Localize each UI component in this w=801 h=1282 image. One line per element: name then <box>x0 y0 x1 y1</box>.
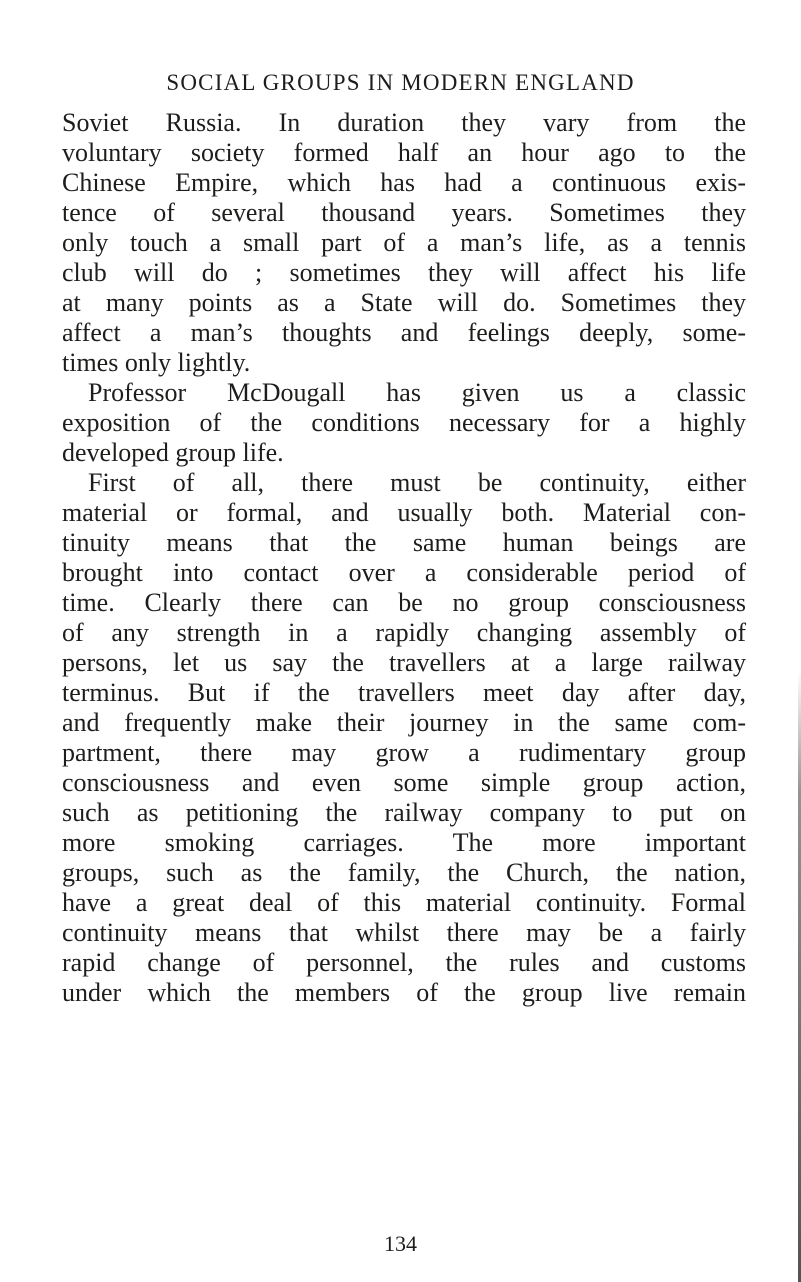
text-line: tinuity means that the same human beings are <box>62 528 746 557</box>
text-line: have a great deal of this material continuity. Formal <box>62 888 746 917</box>
text-line: persons, let us say the travellers at a large railway <box>62 648 746 677</box>
text-line: such as petitioning the railway company to put on <box>62 798 746 827</box>
text-line: time. Clearly there can be no group consciousness <box>62 588 746 617</box>
text-line: Chinese Empire, which has had a continuous exis- <box>62 168 746 197</box>
text-line: continuity means that whilst there may be a fairly <box>62 918 746 947</box>
text-line: under which the members of the group live remain <box>62 978 746 1007</box>
text-line: and frequently make their journey in the same com- <box>62 708 746 737</box>
text-line: material or formal, and usually both. Material con- <box>62 498 746 527</box>
page-number: 134 <box>384 1231 417 1256</box>
text-line: affect a man’s thoughts and feelings deeply, some- <box>62 318 746 347</box>
text-line: voluntary society formed half an hour ago to the <box>62 138 746 167</box>
text-line: only touch a small part of a man’s life, as a tennis <box>62 228 746 257</box>
text-line: more smoking carriages. The more important <box>62 828 746 857</box>
text-line: at many points as a State will do. Sometimes they <box>62 288 746 317</box>
text-line: terminus. But if the travellers meet day after day, <box>62 678 746 707</box>
text-line: Soviet Russia. In duration they vary from the <box>62 108 746 137</box>
text-line: of any strength in a rapidly changing assembly of <box>62 618 746 647</box>
text-line: tence of several thousand years. Sometimes they <box>62 198 746 227</box>
text-line: times only lightly. <box>62 348 251 377</box>
running-head: SOCIAL GROUPS IN MODERN ENGLAND <box>166 70 635 95</box>
text-line: Professor McDougall has given us a classic <box>88 378 746 407</box>
text-line: exposition of the conditions necessary for a highly <box>62 408 746 437</box>
body-text <box>62 108 746 1008</box>
text-line: developed group life. <box>62 438 284 467</box>
text-line: partment, there may grow a rudimentary group <box>62 738 746 767</box>
text-line: club will do ; sometimes they will affect his life <box>62 258 746 287</box>
text-line: First of all, there must be continuity, either <box>88 468 746 497</box>
text-line: consciousness and even some simple group action, <box>62 768 746 797</box>
text-line: brought into contact over a considerable period of <box>62 558 746 587</box>
text-line: rapid change of personnel, the rules and customs <box>62 948 746 977</box>
text-line: groups, such as the family, the Church, the nation, <box>62 858 746 887</box>
